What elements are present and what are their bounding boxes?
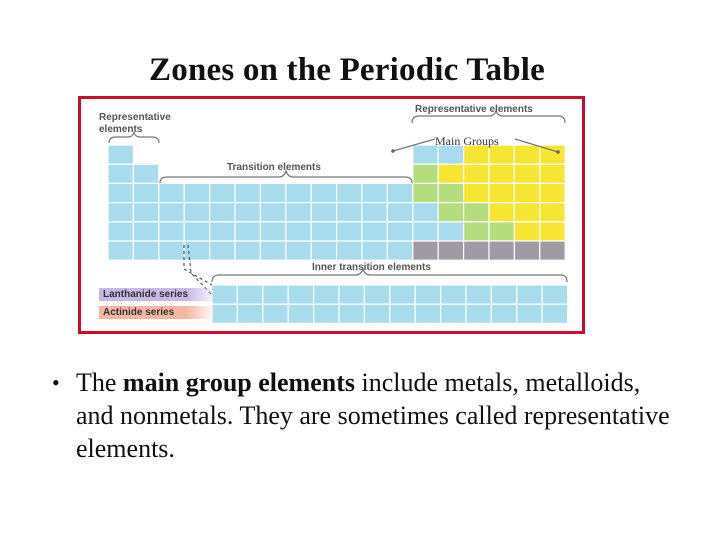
lanthanide-cell <box>441 285 466 304</box>
element-cell <box>108 222 133 241</box>
nonmetal-cell <box>540 183 565 202</box>
element-cell <box>413 203 438 222</box>
actinide-cell <box>542 304 567 323</box>
element-cell <box>133 183 158 202</box>
actinide-cell <box>314 304 339 323</box>
metalloid-cell <box>413 164 438 183</box>
nonmetal-cell <box>514 203 539 222</box>
nonmetal-cell <box>514 164 539 183</box>
nonmetal-cell <box>489 183 514 202</box>
element-cell <box>108 164 133 183</box>
element-cell <box>133 222 158 241</box>
nonmetal-cell <box>514 222 539 241</box>
actinide-cell <box>364 304 389 323</box>
lanthanide-cell <box>542 285 567 304</box>
element-cell <box>362 241 387 260</box>
element-cell <box>235 241 260 260</box>
element-cell <box>286 183 311 202</box>
element-cell <box>286 222 311 241</box>
nonmetal-cell <box>540 203 565 222</box>
lanthanide-cell <box>491 285 516 304</box>
element-cell <box>438 222 463 241</box>
element-cell <box>184 222 209 241</box>
metalloid-cell <box>464 222 489 241</box>
label-transition: Transition elements <box>227 162 321 173</box>
element-cell <box>362 203 387 222</box>
lanthanide-cell <box>263 285 288 304</box>
metalloid-cell <box>464 203 489 222</box>
element-cell <box>159 222 184 241</box>
element-cell <box>235 183 260 202</box>
actinide-cell <box>263 304 288 323</box>
element-cell <box>159 241 184 260</box>
element-cell <box>413 222 438 241</box>
gray-cell <box>413 241 438 260</box>
lanthanide-cell <box>517 285 542 304</box>
lanthanide-cell <box>314 285 339 304</box>
lanthanide-cell <box>237 285 262 304</box>
element-cell <box>159 183 184 202</box>
actinide-cell <box>441 304 466 323</box>
actinide-cell <box>339 304 364 323</box>
lanthanide-cell <box>415 285 440 304</box>
periodic-table-diagram <box>78 96 585 334</box>
nonmetal-cell <box>438 164 463 183</box>
element-cell <box>184 241 209 260</box>
actinide-series-tag: Actinide series <box>99 306 215 319</box>
element-cell <box>260 241 285 260</box>
nonmetal-cell <box>464 164 489 183</box>
element-cell <box>362 183 387 202</box>
actinide-cell <box>415 304 440 323</box>
gray-cell <box>438 241 463 260</box>
element-cell <box>337 183 362 202</box>
gray-cell <box>540 241 565 260</box>
actinide-cell <box>212 304 237 323</box>
slide-title: Zones on the Periodic Table <box>149 52 545 88</box>
arrow-dot-left <box>391 149 395 153</box>
element-cell <box>311 222 336 241</box>
element-cell <box>337 203 362 222</box>
bullet-body <box>76 366 672 465</box>
label-inner-transition: Inner transition elements <box>312 262 431 273</box>
nonmetal-cell <box>540 222 565 241</box>
element-cell <box>260 183 285 202</box>
actinide-cell <box>288 304 313 323</box>
element-cell <box>286 203 311 222</box>
element-cell <box>108 203 133 222</box>
bullet-bold: main group elements <box>122 368 355 397</box>
label-representative-top: Representative elements <box>415 104 533 115</box>
gray-cell <box>464 241 489 260</box>
metalloid-cell <box>438 183 463 202</box>
lanthanide-cell <box>339 285 364 304</box>
element-cell <box>108 241 133 260</box>
lanthanide-cell <box>390 285 415 304</box>
arrow-dot-right <box>556 150 560 154</box>
bullet-pre: The <box>76 368 123 397</box>
element-cell <box>260 203 285 222</box>
nonmetal-cell <box>540 164 565 183</box>
element-cell <box>311 203 336 222</box>
element-cell <box>210 183 235 202</box>
nonmetal-cell <box>489 203 514 222</box>
lanthanide-cell <box>466 285 491 304</box>
element-cell <box>133 164 158 183</box>
element-cell <box>387 203 412 222</box>
element-cell <box>133 203 158 222</box>
element-cell <box>184 203 209 222</box>
label-main-groups: Main Groups <box>435 134 499 148</box>
element-cell <box>159 203 184 222</box>
element-cell <box>311 183 336 202</box>
element-cell <box>210 203 235 222</box>
element-cell <box>286 241 311 260</box>
actinide-cell <box>466 304 491 323</box>
element-cell <box>235 222 260 241</box>
element-cell <box>108 183 133 202</box>
element-cell <box>387 222 412 241</box>
bullet-point <box>52 366 672 465</box>
element-cell <box>387 183 412 202</box>
nonmetal-cell <box>489 164 514 183</box>
element-cell <box>260 222 285 241</box>
metalloid-cell <box>438 203 463 222</box>
gray-cell <box>514 241 539 260</box>
element-cell <box>184 183 209 202</box>
bullet-post: include metals, metalloids, and nonmetals. They are sometimes called representative elements. <box>76 368 670 463</box>
label-representative-left: Representative elements <box>99 112 171 135</box>
lanthanide-cell <box>364 285 389 304</box>
element-cell <box>311 241 336 260</box>
nonmetal-cell <box>514 145 539 164</box>
element-cell <box>210 222 235 241</box>
nonmetal-cell <box>514 183 539 202</box>
element-cell <box>133 241 158 260</box>
actinide-cell <box>517 304 542 323</box>
element-cell <box>362 222 387 241</box>
element-cell <box>337 241 362 260</box>
element-cell <box>387 241 412 260</box>
nonmetal-cell <box>464 183 489 202</box>
gray-cell <box>489 241 514 260</box>
metalloid-cell <box>489 222 514 241</box>
element-cell <box>108 145 133 164</box>
actinide-cell <box>390 304 415 323</box>
actinide-cell <box>237 304 262 323</box>
bullet-marker: • <box>52 370 60 395</box>
lanthanide-cell <box>288 285 313 304</box>
actinide-cell <box>491 304 516 323</box>
lanthanide-series-tag: Lanthanide series <box>99 288 217 301</box>
element-cell <box>210 241 235 260</box>
element-cell <box>337 222 362 241</box>
metalloid-cell <box>413 183 438 202</box>
element-cell <box>235 203 260 222</box>
